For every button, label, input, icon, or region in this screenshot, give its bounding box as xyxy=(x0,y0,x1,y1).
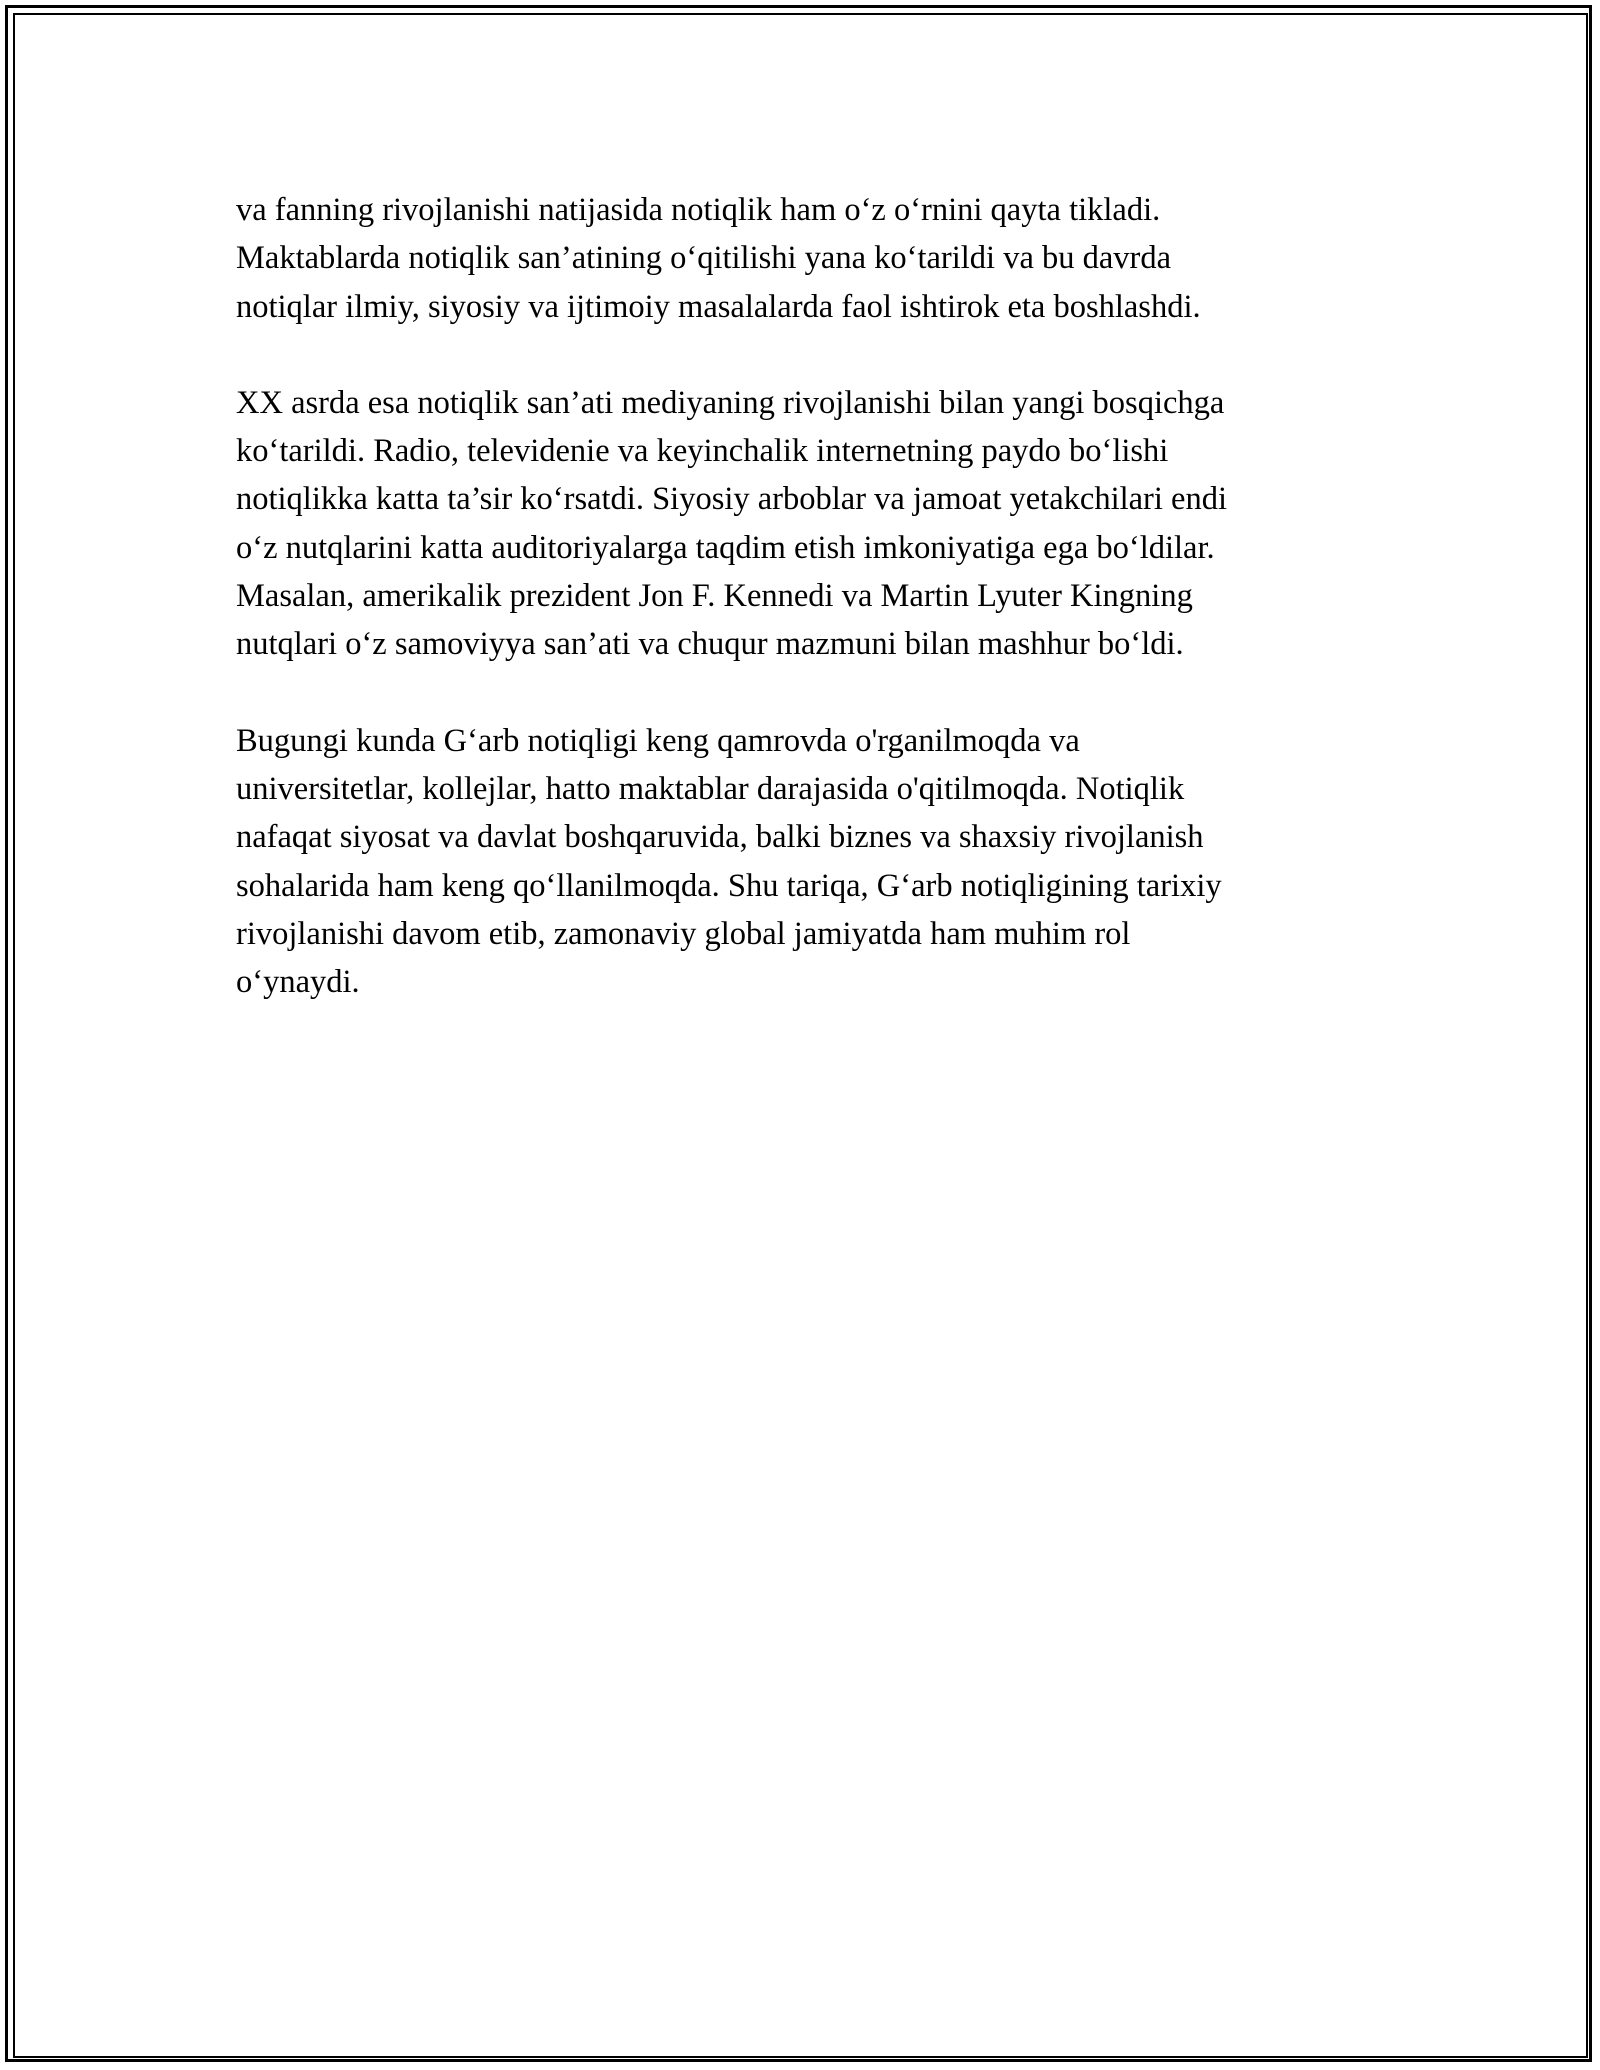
paragraph-line: nafaqat siyosat va davlat boshqaruvida, balki biznes va shaxsiy rivojlanish xyxy=(236,819,1204,856)
paragraph-line: Bugungi kunda G‘arb notiqligi keng qamrovda o'rganilmoqda va xyxy=(236,722,1080,759)
paragraph-2 xyxy=(236,379,1376,669)
paragraph-line: rivojlanishi davom etib, zamonaviy global jamiyatda ham muhim rol xyxy=(236,915,1131,952)
paragraph-line: Maktablarda notiqlik san’atining o‘qitilishi yana ko‘tarildi va bu davrda xyxy=(236,240,1172,277)
paragraph-line: universitetlar, kollejlar, hatto maktablar darajasida o'qitilmoqda. Notiqlik xyxy=(236,770,1185,807)
paragraph-line: o‘z nutqlarini katta auditoriyalarga taqdim etish imkoniyatiga ega bo‘ldilar. xyxy=(236,529,1215,566)
paragraph-1 xyxy=(236,186,1376,331)
paragraph-line: o‘ynaydi. xyxy=(236,964,360,1001)
paragraph-line: notiqlar ilmiy, siyosiy va ijtimoiy masalalarda faol ishtirok eta boshlashdi. xyxy=(236,288,1201,325)
document-body xyxy=(236,186,1376,1054)
paragraph-line: notiqlikka katta ta’sir ko‘rsatdi. Siyosiy arboblar va jamoat yetakchilari endi xyxy=(236,481,1227,518)
paragraph-line: sohalarida ham keng qo‘llanilmoqda. Shu tariqa, G‘arb notiqligining tarixiy xyxy=(236,867,1222,904)
paragraph-line: nutqlari o‘z samoviyya san’ati va chuqur mazmuni bilan mashhur bo‘ldi. xyxy=(236,626,1184,663)
paragraph-line: ko‘tarildi. Radio, televidenie va keyinchalik internetning paydo bo‘lishi xyxy=(236,433,1169,470)
paragraph-line: va fanning rivojlanishi natijasida notiqlik ham o‘z o‘rnini qayta tikladi. xyxy=(236,192,1161,228)
paragraph-line: Masalan, amerikalik prezident Jon F. Kennedi va Martin Lyuter Kingning xyxy=(236,578,1193,615)
paragraph-line: XX asrda esa notiqlik san’ati mediyaning rivojlanishi bilan yangi bosqichga xyxy=(236,384,1225,421)
paragraph-3 xyxy=(236,717,1376,1007)
